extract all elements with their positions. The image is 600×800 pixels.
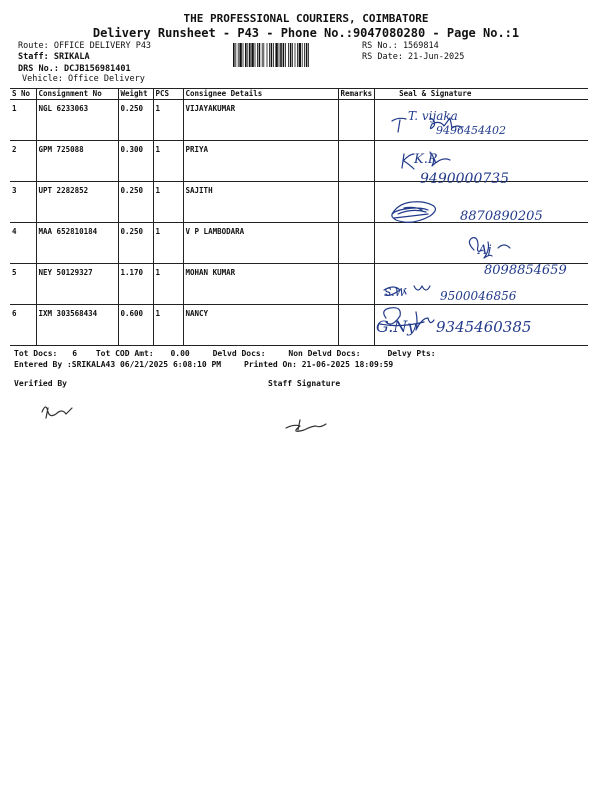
serial-cell: 6 (10, 305, 36, 346)
signature-name: S.W (384, 286, 406, 299)
company-title: THE PROFESSIONAL COURIERS, COIMBATORE (183, 12, 429, 25)
staff-signature-label: Staff Signature (268, 379, 341, 388)
rs-date-field: RS Date: 21-Jun-2025 (362, 52, 465, 62)
tot-docs-label: Tot Docs: (14, 349, 58, 358)
pcs-cell: 1 (153, 141, 183, 182)
staff-field: Staff: SRIKALA (18, 52, 90, 62)
verified-by-label: Verified By (14, 379, 67, 388)
tot-docs-value: 6 (72, 349, 78, 358)
consignment-cell: NEY 50129327 (36, 264, 118, 305)
signature-name: Aj (478, 243, 492, 258)
staff-signature-mark (286, 420, 326, 431)
printed-on: Printed On: 21-06-2025 18:09:59 (243, 360, 394, 369)
signature-name: G.Ny (376, 317, 417, 336)
signature-scribble (392, 202, 436, 223)
column-header: Weight (118, 89, 153, 100)
rs-number-field: RS No.: 1569814 (362, 41, 439, 51)
route-field: Route: OFFICE DELIVERY P43 (18, 41, 152, 51)
signature-phone: 8870890205 (460, 209, 543, 224)
consignee-cell: V P LAMBODARA (183, 223, 338, 264)
consignment-cell: IXM 303568434 (36, 305, 118, 346)
weight-cell: 0.300 (118, 141, 153, 182)
serial-cell: 5 (10, 264, 36, 305)
runsheet-subtitle: Delivery Runsheet - P43 - Phone No.:9047080280 - Page No.:1 (92, 26, 520, 40)
entry-line (14, 360, 393, 369)
weight-cell: 1.170 (118, 264, 153, 305)
consignment-cell: GPM 725088 (36, 141, 118, 182)
weight-cell: 0.250 (118, 182, 153, 223)
pcs-cell: 1 (153, 264, 183, 305)
consignee-cell: SAJITH (183, 182, 338, 223)
delvd-docs-label: Delvd Docs: (212, 349, 266, 358)
pcs-cell: 1 (153, 223, 183, 264)
serial-cell: 4 (10, 223, 36, 264)
signature-phone: 9490000735 (420, 171, 510, 187)
delvy-pts-label: Delvy Pts: (387, 349, 436, 358)
signature-phone: 9496454402 (436, 124, 506, 137)
entered-by: Entered By :SRIKALA43 06/21/2025 6:08:10 PM (14, 360, 222, 369)
pcs-cell: 1 (153, 100, 183, 141)
weight-cell: 0.250 (118, 223, 153, 264)
non-delvd-docs-label: Non Delvd Docs: (288, 349, 361, 358)
column-header: S No (10, 89, 36, 100)
signature-phone: 8098854659 (484, 263, 567, 278)
totals-line (14, 349, 594, 358)
vehicle-field: Vehicle: Office Delivery (22, 74, 145, 84)
signature-phone: 9500046856 (440, 289, 517, 303)
signature-name: T. vijaka (408, 109, 458, 123)
column-header: Consignment No (36, 89, 118, 100)
drs-number-field: DRS No.: DCJB156981401 (18, 64, 131, 74)
column-header: Remarks (338, 89, 375, 100)
consignee-cell: VIJAYAKUMAR (183, 100, 338, 141)
consignee-cell: PRIYA (183, 141, 338, 182)
signature-phone: 9345460385 (436, 318, 532, 336)
serial-cell: 3 (10, 182, 36, 223)
signature-name: K.R (414, 152, 438, 167)
weight-cell: 0.600 (118, 305, 153, 346)
consignment-cell: MAA 652810184 (36, 223, 118, 264)
consignment-cell: NGL 6233063 (36, 100, 118, 141)
serial-cell: 1 (10, 100, 36, 141)
verified-signature-mark (42, 407, 72, 418)
consignee-cell: NANCY (183, 305, 338, 346)
column-header: Seal & Signature (375, 89, 588, 100)
serial-cell: 2 (10, 141, 36, 182)
column-header: PCS (153, 89, 183, 100)
pcs-cell: 1 (153, 305, 183, 346)
column-header: Consignee Details (183, 89, 338, 100)
pcs-cell: 1 (153, 182, 183, 223)
tot-cod-value: 0.00 (170, 349, 190, 358)
consignee-cell: MOHAN KUMAR (183, 264, 338, 305)
consignment-cell: UPT 2282852 (36, 182, 118, 223)
tot-cod-label: Tot COD Amt: (95, 349, 154, 358)
weight-cell: 0.250 (118, 100, 153, 141)
